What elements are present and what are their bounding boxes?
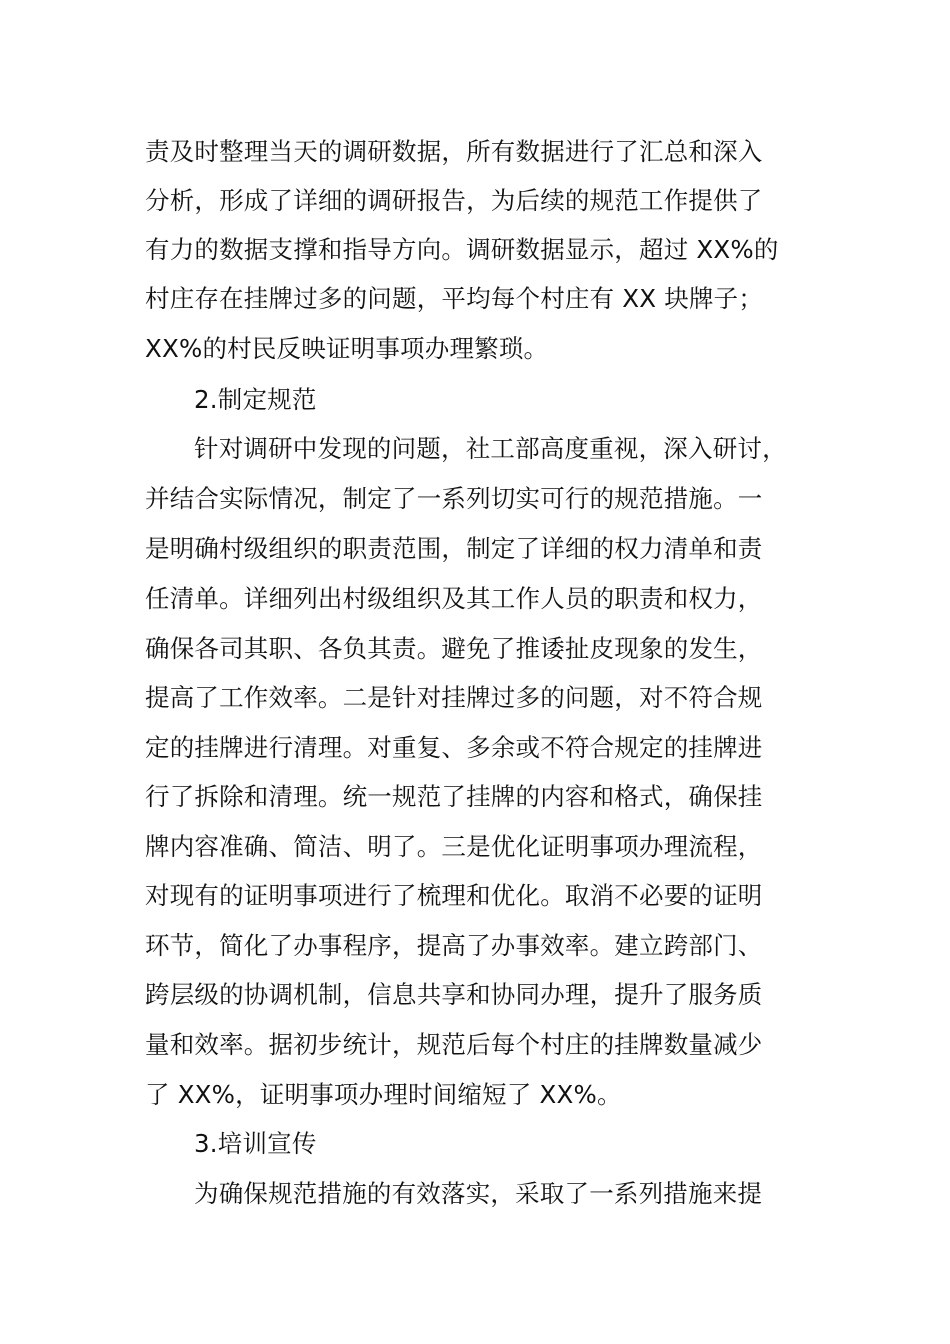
paragraph-line: 责及时整理当天的调研数据，所有数据进行了汇总和深入 xyxy=(145,137,763,166)
paragraph-line: 任清单。详细列出村级组织及其工作人员的职责和权力， xyxy=(145,584,763,613)
paragraph-line: 为确保规范措施的有效落实，采取了一系列措施来提 xyxy=(194,1179,763,1208)
paragraph-line: 环节，简化了办事程序，提高了办事效率。建立跨部门、 xyxy=(145,931,763,960)
paragraph-line: 是明确村级组织的职责范围，制定了详细的权力清单和责 xyxy=(145,534,763,563)
paragraph-line: 针对调研中发现的问题，社工部高度重视，深入研讨， xyxy=(194,434,787,463)
paragraph-line: 提高了工作效率。二是针对挂牌过多的问题，对不符合规 xyxy=(145,683,763,712)
paragraph-line: 并结合实际情况，制定了一系列切实可行的规范措施。一 xyxy=(145,484,763,513)
section-heading: 2.制定规范 xyxy=(194,385,317,414)
paragraph-line: 牌内容准确、简洁、明了。三是优化证明事项办理流程， xyxy=(145,832,763,861)
paragraph-line: 确保各司其职、各负其责。避免了推诿扯皮现象的发生， xyxy=(145,634,763,663)
section-heading: 3.培训宣传 xyxy=(194,1129,317,1158)
paragraph-line: 村庄存在挂牌过多的问题，平均每个村庄有 XX 块牌子； xyxy=(145,284,764,313)
paragraph-line: 了 XX%，证明事项办理时间缩短了 XX%。 xyxy=(145,1080,622,1109)
paragraph-line: 有力的数据支撑和指导方向。调研数据显示，超过 XX%的 xyxy=(145,235,779,264)
paragraph-line: 量和效率。据初步统计，规范后每个村庄的挂牌数量减少 xyxy=(145,1030,763,1059)
paragraph-line: 对现有的证明事项进行了梳理和优化。取消不必要的证明 xyxy=(145,881,763,910)
paragraph-line: 跨层级的协调机制，信息共享和协同办理，提升了服务质 xyxy=(145,980,763,1009)
paragraph-line: 定的挂牌进行清理。对重复、多余或不符合规定的挂牌进 xyxy=(145,733,763,762)
paragraph-line: 行了拆除和清理。统一规范了挂牌的内容和格式，确保挂 xyxy=(145,782,763,811)
paragraph-line: XX%的村民反映证明事项办理繁琐。 xyxy=(145,334,549,363)
paragraph-line: 分析，形成了详细的调研报告，为后续的规范工作提供了 xyxy=(145,186,763,215)
